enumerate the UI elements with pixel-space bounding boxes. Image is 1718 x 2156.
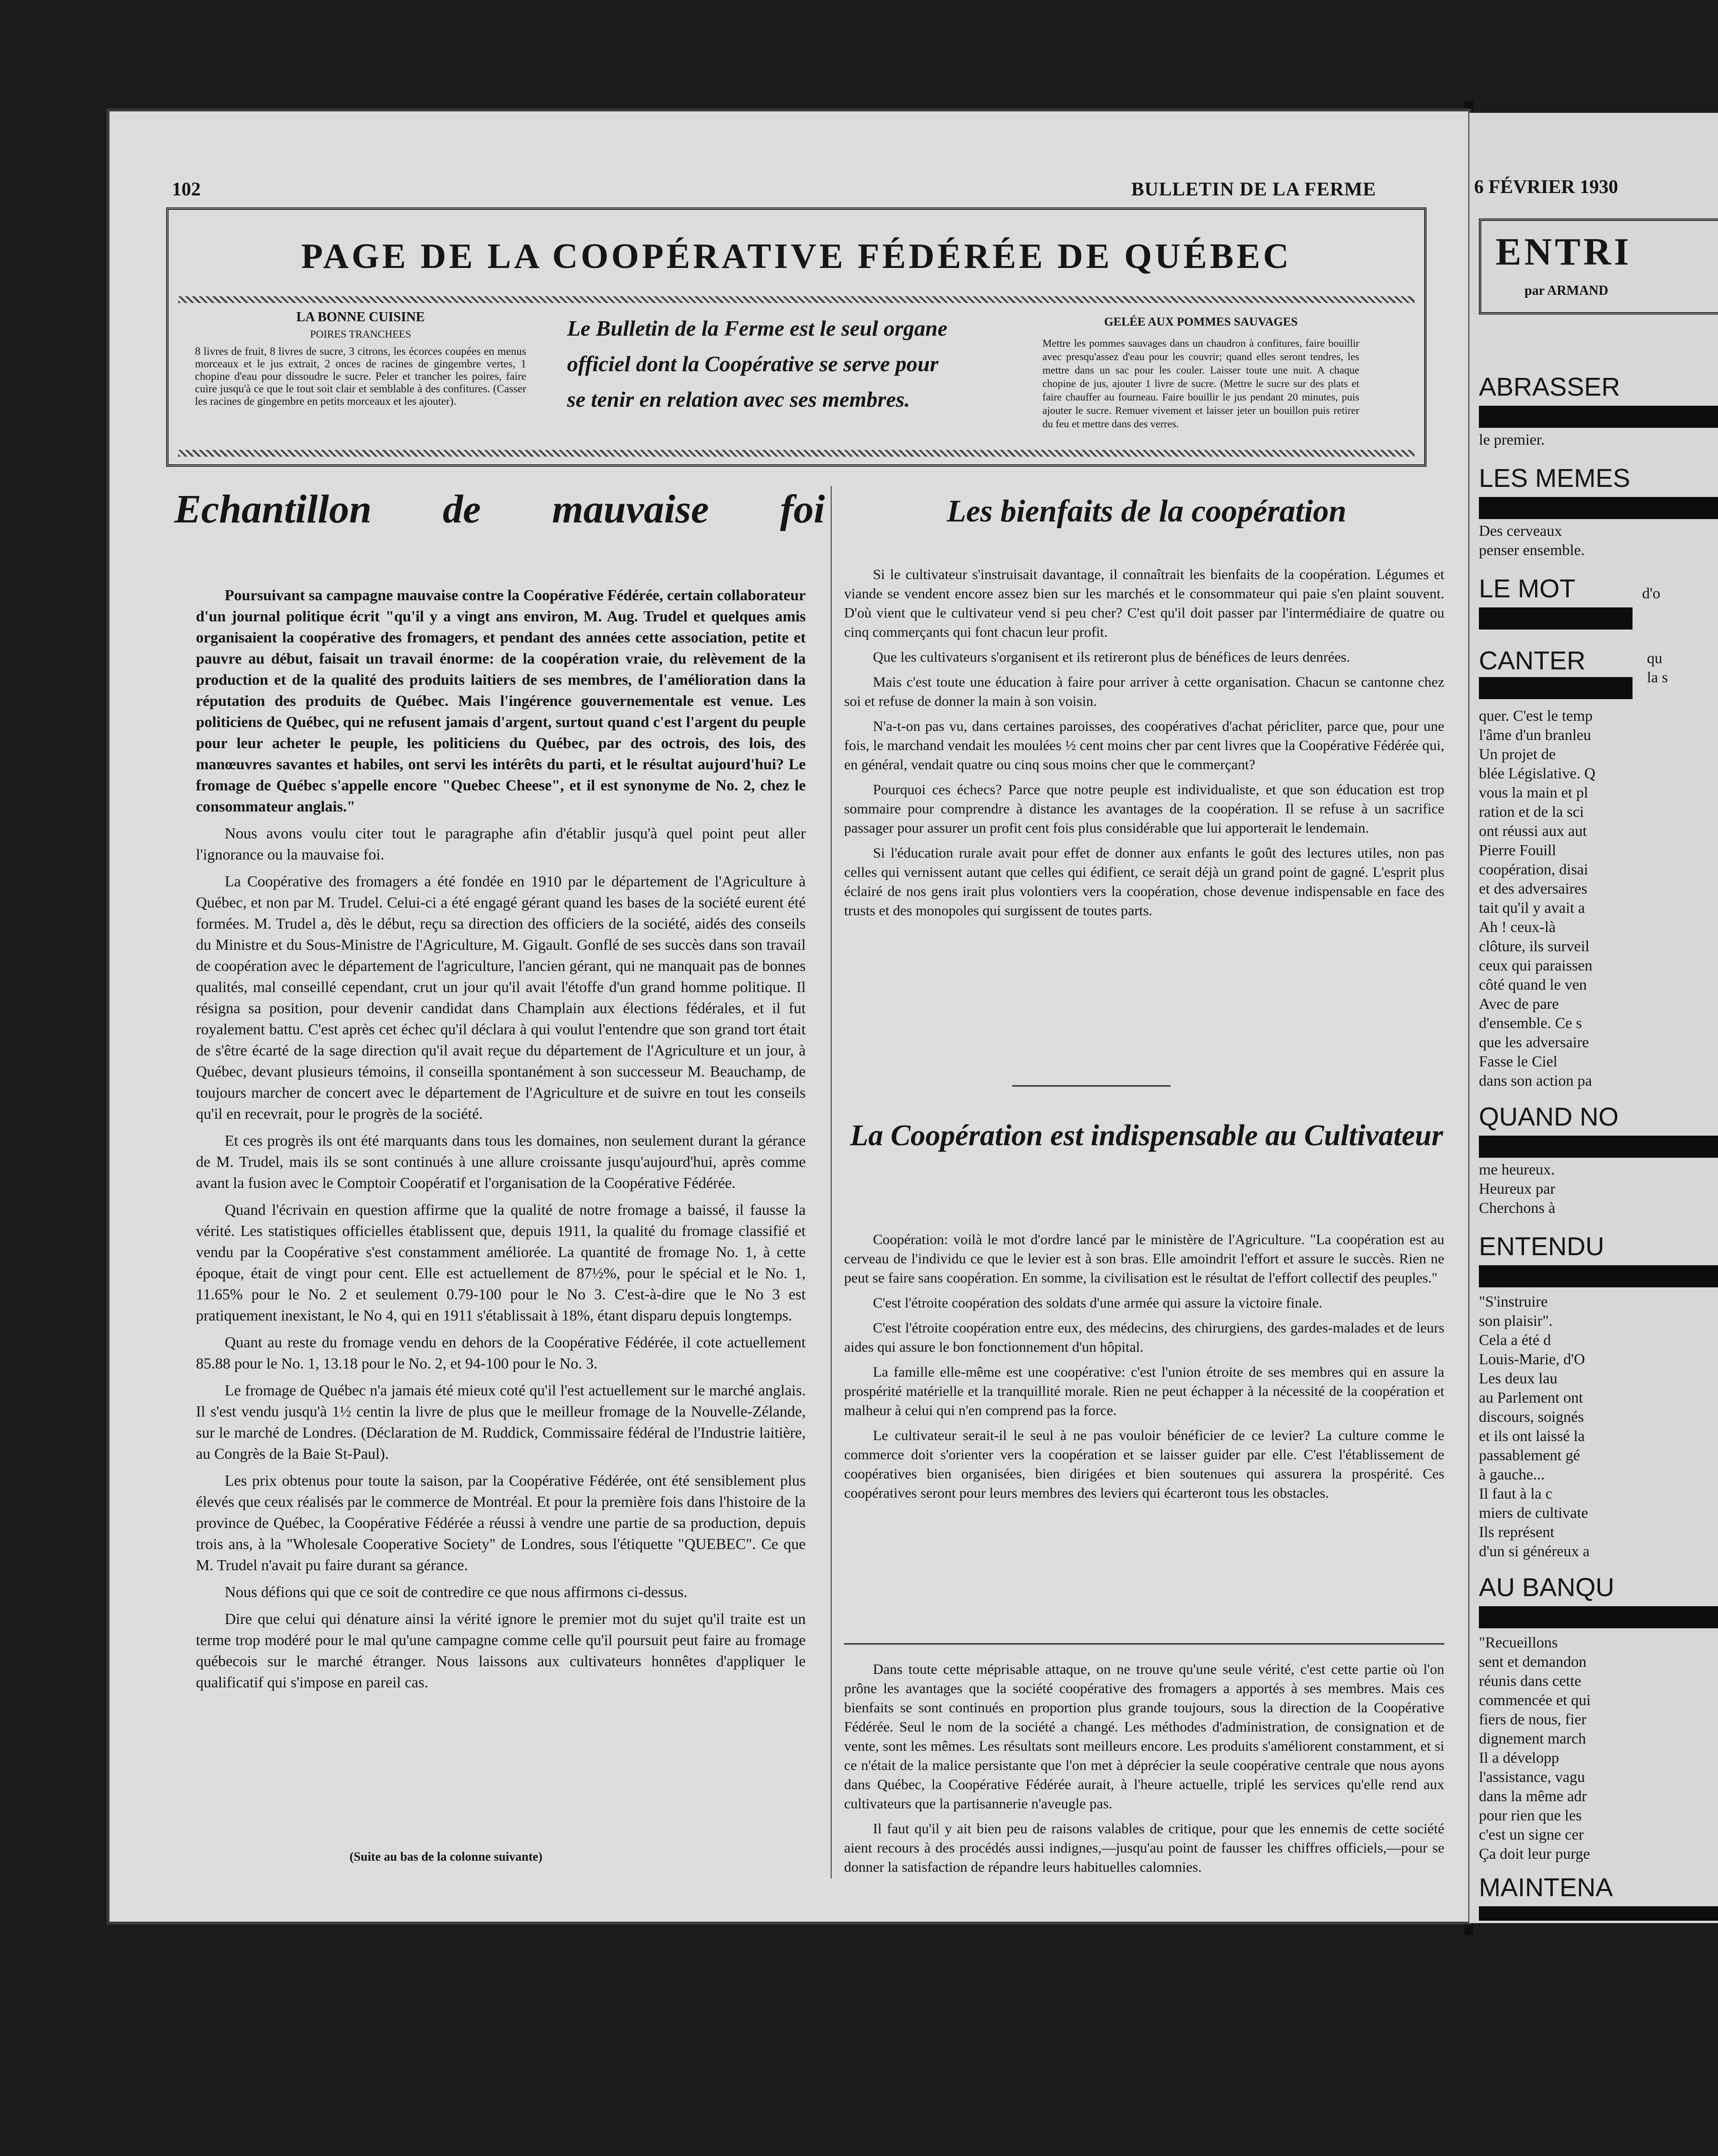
text-fragment: d'o — [1642, 584, 1660, 602]
text-fragment: passablement gé — [1479, 1446, 1580, 1464]
next-page-fragment — [1469, 113, 1718, 1923]
keyword-heading: MAINTENA — [1479, 1873, 1613, 1902]
recipe-heading-right: GELÉE AUX POMMES SAUVAGES — [1104, 315, 1298, 328]
text-fragment: discours, soignés — [1479, 1408, 1584, 1425]
text-fragment: et ils ont laissé la — [1479, 1427, 1585, 1444]
cooperation-article-body — [844, 1230, 1444, 1509]
keyword-heading: AU BANQU — [1479, 1573, 1615, 1602]
text-fragment: au Parlement ont — [1479, 1389, 1583, 1406]
text-fragment: vous la main et pl — [1479, 784, 1588, 801]
article-paragraph: Les prix obtenus pour toute la saison, par la Coopérative Fédérée, ont été sensiblement plus élevés que ceux réalisés par le commerce de Montréal. Et pour la première fois dans l'histoire de la province de Québec, la Coopérative Fédérée a réussi à vendre une partie de sa production, depuis trois ans, à la "Wholesale Cooperative Society" de Londres, sous l'étiquette "QUEBEC". Ce que M. Trudel n'avait pu faire durant sa gérance. — [196, 1472, 806, 1574]
text-fragment: me heureux. — [1479, 1161, 1555, 1178]
redaction-bar — [1479, 607, 1633, 630]
recipe-box-left — [195, 306, 526, 460]
text-fragment: côté quand le ven — [1479, 976, 1587, 993]
text-fragment: que les adversaire — [1479, 1033, 1589, 1051]
newspaper-page — [109, 111, 1468, 1922]
text-fragment: tait qu'il y avait a — [1479, 899, 1585, 916]
banner-title: PAGE DE LA COOPÉRATIVE FÉDÉRÉE DE QUÉBEC — [301, 237, 1292, 276]
left-article-body — [196, 584, 806, 1698]
text-fragment: ceux qui paraissen — [1479, 957, 1593, 974]
section-divider — [844, 1643, 1444, 1645]
text-fragment: Avec de pare — [1479, 995, 1559, 1012]
text-fragment: Il a développ — [1479, 1749, 1560, 1766]
text-fragment: qu — [1647, 649, 1662, 666]
article-paragraph: Nous défions qui que ce soit de contredire ce que nous affirmons ci-dessus. — [225, 1583, 688, 1600]
text-fragment: dans la même adr — [1479, 1787, 1587, 1805]
article-paragraph: Si l'éducation rurale avait pour effet de donner aux enfants le goût des lectures utiles, non pas celles qui vernissent autant que celles qui édifient, ce serait déjà un grand point de gagné. L'esprit plus éclairé de nos gens irait plus volontiers vers la coopération, chose devenue indispensable en face des trusts et des monopoles qui surgissent de toutes parts. — [844, 845, 1444, 919]
keyword-heading: CANTER — [1479, 646, 1586, 675]
column-rule — [831, 486, 832, 1878]
recipe-box-right — [1042, 311, 1359, 431]
official-organ-notice: Le Bulletin de la Ferme est le seul organe officiel dont la Coopérative se serve pour se tenir en relation avec ses membres. — [567, 316, 948, 412]
article-paragraph: C'est l'étroite coopération entre eux, des médecins, des chirurgiens, des gardes-malades et de leurs aides qui assure le bon fonctionnement d'un hôpital. — [844, 1320, 1444, 1355]
text-fragment: d'ensemble. Ce s — [1479, 1014, 1582, 1031]
recipe-text-right: Mettre les pommes sauvages dans un chaudron à confitures, faire bouillir avec presqu'assez d'eau pour les couvrir; quand elles seront tendres, les mettre dans un sac pour les couler. Laisser toute une nuit. A chaque chopine de jus, ajouter 1 livre de sucre. (Mettre le sucre sur des plats et faire chauffer au fourneau. Faire bouillir le jus pendant 20 minutes, puis ajouter le sucre. Remuer vivement et laisser jeter un bouillon puis retirer du feu et mettre dans des verres. — [1042, 337, 1359, 430]
text-fragment: quer. C'est le temp — [1479, 707, 1593, 724]
article-paragraph: Dans toute cette méprisable attaque, on ne trouve qu'une seule vérité, c'est cette partie où l'on prône les avantages que la société coopérative des fromagers a apportés à ses membres. Mais ces bienfaits se sont continués en proportion plus grande toujours, sous la direction de la Coopérative Fédérée. Seul le nom de la société a changé. Les méthodes d'administration, de consignation et de vente, sont les mêmes. Les résultats sont meilleurs encore. Les produits s'améliorent constamment, et si ce n'était de la malice persistante que l'on met à déprécier la seule coopérative centrale que nous ayons dans Québec, la Coopérative Fédérée aurait, à l'heure actuelle, triplé les services qu'elle rend aux cultivateurs que la partisannerie n'aveugle pas. — [844, 1661, 1444, 1812]
recipe-subheading: POIRES TRANCHEES — [310, 328, 411, 340]
cooperative-banner — [166, 207, 1427, 467]
article-paragraph: La famille elle-même est une coopérative: c'est l'union étroite de ses membres qui en assure la prospérité matérielle et la tranquillité morale. Rien ne peut échapper à la nécessité de la coopération et malheur à celui qui n'en comprend pas la force. — [844, 1364, 1444, 1418]
text-fragment: c'est un signe cer — [1479, 1826, 1584, 1843]
text-fragment: Cela a été d — [1479, 1331, 1551, 1348]
text-fragment: dignement march — [1479, 1730, 1586, 1747]
text-fragment: la s — [1647, 668, 1668, 686]
redaction-bar — [1479, 677, 1633, 699]
redaction-bar — [1479, 406, 1718, 428]
text-fragment: coopération, disai — [1479, 860, 1588, 878]
article-paragraph: Pourquoi ces échecs? Parce que notre peuple est individualiste, et que son éducation est trop sommaire pour comprendre à distance les avantages de la coopération. Il se refuse à un sacrifice passager pour assurer un profit cent fois plus considérable que lui apporterait le lendemain. — [844, 782, 1444, 836]
article-paragraph: N'a-t-on pas vu, dans certaines paroisses, des coopératives d'achat péricliter, parce que, pour une fois, le marchand vendait les moulées ½ cent moins cher par cent livres que la Coopérative Fédérée qui, en général, vendait quatre ou cinq sous moins cher que le commerçant? — [844, 718, 1444, 773]
text-fragment: Un projet de — [1479, 745, 1556, 763]
text-fragment: l'âme d'un branleu — [1479, 726, 1591, 743]
recipe-heading: LA BONNE CUISINE — [296, 310, 425, 325]
text-fragment: ration et de la sci — [1479, 803, 1584, 820]
text-fragment: Ah ! ceux-là — [1479, 918, 1556, 935]
text-fragment: clôture, ils surveil — [1479, 937, 1590, 955]
text-fragment: pour rien que les — [1479, 1806, 1582, 1824]
article-paragraph: Si le cultivateur s'instruisait davantage, il connaîtrait les bienfaits de la coopération. Légumes et viande se vendent encore assez bien sur les marchés et le consommateur qui paie s'en plaint souvent. D'où vient que le cultivateur vend si peu cher? C'est qu'il doit passer par l'intermédiaire de quatre ou cinq commerçants qui font chacun leur profit. — [844, 567, 1444, 640]
text-fragment: Ça doit leur purge — [1479, 1845, 1590, 1862]
text-fragment: d'un si généreux a — [1479, 1542, 1590, 1560]
text-fragment: penser ensemble. — [1479, 541, 1585, 558]
zigzag-rule-top — [178, 296, 1415, 303]
redaction-bar — [1479, 1606, 1718, 1628]
text-fragment: Heureux par — [1479, 1180, 1556, 1197]
page-number: 102 — [172, 178, 201, 200]
article-paragraph: Le cultivateur serait-il le seul à ne pas vouloir bénéficier de ce levier? La culture comme le commerce doit s'orienter vers la coopération et se laisser guider par elle. C'est l'établissement de coopératives bien organisées, bien dirigées et bien soutenues qui assurera la prospérité. Ces coopératives seront pour leurs membres des leviers qui écarteront tous les obstacles. — [844, 1428, 1444, 1501]
column-title-box — [1479, 218, 1718, 315]
text-fragment: miers de cultivate — [1479, 1504, 1588, 1521]
text-fragment: son plaisir". — [1479, 1312, 1553, 1329]
text-fragment: "S'instruire — [1479, 1293, 1548, 1310]
redaction-bar — [1479, 497, 1718, 519]
text-fragment: l'assistance, vagu — [1479, 1768, 1585, 1785]
continuation-body — [844, 1660, 1444, 1883]
column-title: ENTRI — [1496, 231, 1632, 273]
text-fragment: et des adversaires — [1479, 880, 1587, 897]
publication-title: BULLETIN DE LA FERME — [1131, 178, 1377, 200]
text-fragment: "Recueillons — [1479, 1634, 1558, 1651]
text-fragment: commencée et qui — [1479, 1691, 1591, 1708]
article-paragraph: Que les cultivateurs s'organisent et ils retireront plus de bénéfices de leurs denrées. — [873, 649, 1350, 665]
text-fragment: à gauche... — [1479, 1466, 1545, 1483]
text-fragment: dans son action pa — [1479, 1072, 1592, 1089]
text-fragment: Des cerveaux — [1479, 522, 1562, 539]
continued-note: (Suite au bas de la colonne suivante) — [350, 1850, 543, 1864]
text-fragment: Ils représent — [1479, 1523, 1555, 1540]
text-fragment: blée Législative. Q — [1479, 764, 1596, 782]
text-fragment: Cherchons à — [1479, 1199, 1556, 1216]
redaction-bar — [1479, 1906, 1718, 1921]
text-fragment: sent et demandon — [1479, 1653, 1586, 1670]
article-paragraph: La Coopérative des fromagers a été fondée en 1910 par le département de l'Agriculture à Québec, et non par M. Trudel. Celui-ci a été engagé gérant quand les bases de la société eurent été formées. M. Trudel a, dès le début, reçu sa direction des officiers de la société, aidés des conseils du Ministre et du Sous-Ministre de l'Agriculture, M. Gigault. Gonflé de ses succès dans son travail de coopération avec le département de l'agriculture, l'ancien gérant, qui ne manquait pas de bonnes qualités, mal conseillé cependant, crut un jour qu'il avait l'étoffe d'un grand homme politique. Il résigna sa position, pour devenir candidat dans Champlain aux élections fédérales, et il fut royalement battu. C'est après cet échec qu'il déclara à qui voulut l'entendre que son grand tort était de s'être écarté de la sage direction qu'il avait reçue du département de l'Agriculture et un jour, à Québec, devant plusieurs témoins, il conseilla spontanément à son successeur M. Beauchamp, de toujours marcher de concert avec le département de l'Agriculture et de suivre en tout les conseils qu'il en recevrait, pour le progrès de la société. — [196, 872, 806, 1122]
ornament-divider — [1012, 1085, 1171, 1093]
right-article-body — [844, 565, 1444, 926]
article-paragraph: C'est l'étroite coopération des soldats d'une armée qui assure la victoire finale. — [873, 1295, 1322, 1311]
redaction-bar — [1479, 1136, 1718, 1158]
column-byline: par ARMAND — [1524, 283, 1609, 298]
text-fragment: ont réussi aux aut — [1479, 822, 1587, 839]
text-fragment: le premier. — [1479, 431, 1545, 448]
text-fragment: Les deux lau — [1479, 1369, 1558, 1387]
article-paragraph: Le fromage de Québec n'a jamais été mieux coté qu'il l'est actuellement sur le marché anglais. Il s'est vendu jusqu'à 1½ centin la livre de plus que le meilleur fromage de la Nouvelle-Zélande, sur le marché de Londres. (Déclaration de M. Ruddick, Commissaire fédéral de l'Industrie laitière, au Congrès de la Baie St-Paul). — [196, 1381, 806, 1462]
article-paragraph: Mais c'est toute une éducation à faire pour arriver à cette organisation. Chacun se cantonne chez soi et refuse de donner la main à son voisin. — [844, 674, 1444, 709]
text-fragment: réunis dans cette — [1479, 1672, 1582, 1689]
page-date: 6 FÉVRIER 1930 — [1474, 176, 1619, 197]
keyword-heading: LE MOT — [1479, 574, 1576, 603]
text-fragment: Fasse le Ciel — [1479, 1053, 1558, 1070]
text-fragment: fiers de nous, fier — [1479, 1710, 1586, 1728]
article-headline-cooperation: La Coopération est indispensable au Cultivateur — [850, 1119, 1443, 1152]
article-paragraph: Coopération: voilà le mot d'ordre lancé par le ministère de l'Agriculture. "La coopération est au cerveau de l'individu ce que le levier est à son bras. Elle amoindrit l'effort et assure le succès. Rien ne peut se faire sans coopération. En somme, la civilisation est le résultat de l'effort collectif des peuples." — [844, 1232, 1444, 1286]
article-paragraph: Il faut qu'il y ait bien peu de raisons valables de critique, pour que les ennemis de cette société aient recours à des procédés aussi indignes,—jusqu'au point de fausser les chiffres officiels,—pour se donner la satisfaction de répandre leurs habituelles calomnies. — [844, 1821, 1444, 1875]
keyword-heading: ENTENDU — [1479, 1232, 1605, 1261]
recipe-text: 8 livres de fruit, 8 livres de sucre, 3 citrons, les écorces coupées en menus morceaux et le jus extrait, 2 onces de racines de gingembre vertes, 1 chopine d'eau pour dissoudre le sucre. Peler et trancher les poires, faire cuire jusqu'à ce que le tout soit clair et semblable à des confitures. (Casser les racines de gingembre en petits morceaux et les ajouter). — [195, 345, 526, 407]
article-headline-left: Echantillon de mauvaise foi — [174, 487, 825, 532]
keyword-heading: ABRASSER — [1479, 373, 1621, 401]
keyword-heading: LES MEMES — [1479, 464, 1631, 493]
article-paragraph: Nous avons voulu citer tout le paragraphe afin d'établir jusqu'à quel point peut aller l'ignorance ou la mauvaise foi. — [196, 824, 806, 863]
text-fragment: Il faut à la c — [1479, 1485, 1552, 1502]
article-headline-right: Les bienfaits de la coopération — [946, 494, 1347, 529]
keyword-heading: QUAND NO — [1479, 1102, 1619, 1131]
article-paragraph: Poursuivant sa campagne mauvaise contre la Coopérative Fédérée, certain collaborateur d'un journal politique écrit "qu'il y a vingt ans environ, M. Aug. Trudel et quelques amis organisaient la coopérative des fromagers, et pendant des années cette association, petite et pauvre au début, faisait un travail énorme: de la coopération vraie, du relèvement de la production et de la qualité des produits laitiers de ses membres, de l'amélioration dans la réputation des produits de Québec. Mais l'ingérence gouvernementale est venue. Les politiciens de Québec, qui ne refusent jamais d'argent, surtout quand c'est l'argent du peuple pour leur acheter le peuple, les politiciens du Québec, par des octrois, des lois, des manœuvres savantes et habiles, ont servi les intérêts du parti, et le résultat aujourd'hui? Le fromage de Québec s'appelle encore "Quebec Cheese", et il est synonyme de No. 2, chez le consommateur anglais." — [196, 586, 806, 815]
article-paragraph: Dire que celui qui dénature ainsi la vérité ignore le premier mot du sujet qu'il traite est un terme trop modéré pour le mal qu'une campagne comme celle qu'il poursuit peut faire au fromage québecois sur le marché étranger. Nous laissons aux cultivateurs honnêtes d'appliquer le qualificatif qui s'impose en pareil cas. — [196, 1610, 806, 1691]
article-paragraph: Quant au reste du fromage vendu en dehors de la Coopérative Fédérée, il cote actuellement 85.88 pour le No. 1, 13.18 pour le No. 2, et 94-100 pour le No. 3. — [196, 1333, 806, 1372]
article-paragraph: Quand l'écrivain en question affirme que la qualité de notre fromage a baissé, il fausse la vérité. Les statistiques officielles établissent que, depuis 1911, la qualité du fromage classifié et vendu par la Coopérative s'est constamment améliorée. La quantité de fromage No. 1, à cette époque, était de vingt pour cent. Elle est actuellement de 87½%, pour le spécial et le No. 1, 11.65% pour le No. 2 et seulement 0.79-100 pour le No 3. C'est-à-dire que le No 3 est pratiquement inexistant, le No 4, qui en 1911 s'établissait à 18%, étant disparu depuis longtemps. — [196, 1201, 806, 1324]
text-fragment: Louis-Marie, d'O — [1479, 1350, 1585, 1368]
article-paragraph: Et ces progrès ils ont été marquants dans tous les domaines, non seulement durant la gérance de M. Trudel, mais ils se sont continués à une allure croissante jusqu'aujourd'hui, après comme avant la fusion avec le Comptoir Coopératif et l'organisation de la Coopérative Fédérée. — [196, 1132, 806, 1191]
text-fragment: Pierre Fouill — [1479, 841, 1556, 859]
redaction-bar — [1479, 1265, 1718, 1287]
